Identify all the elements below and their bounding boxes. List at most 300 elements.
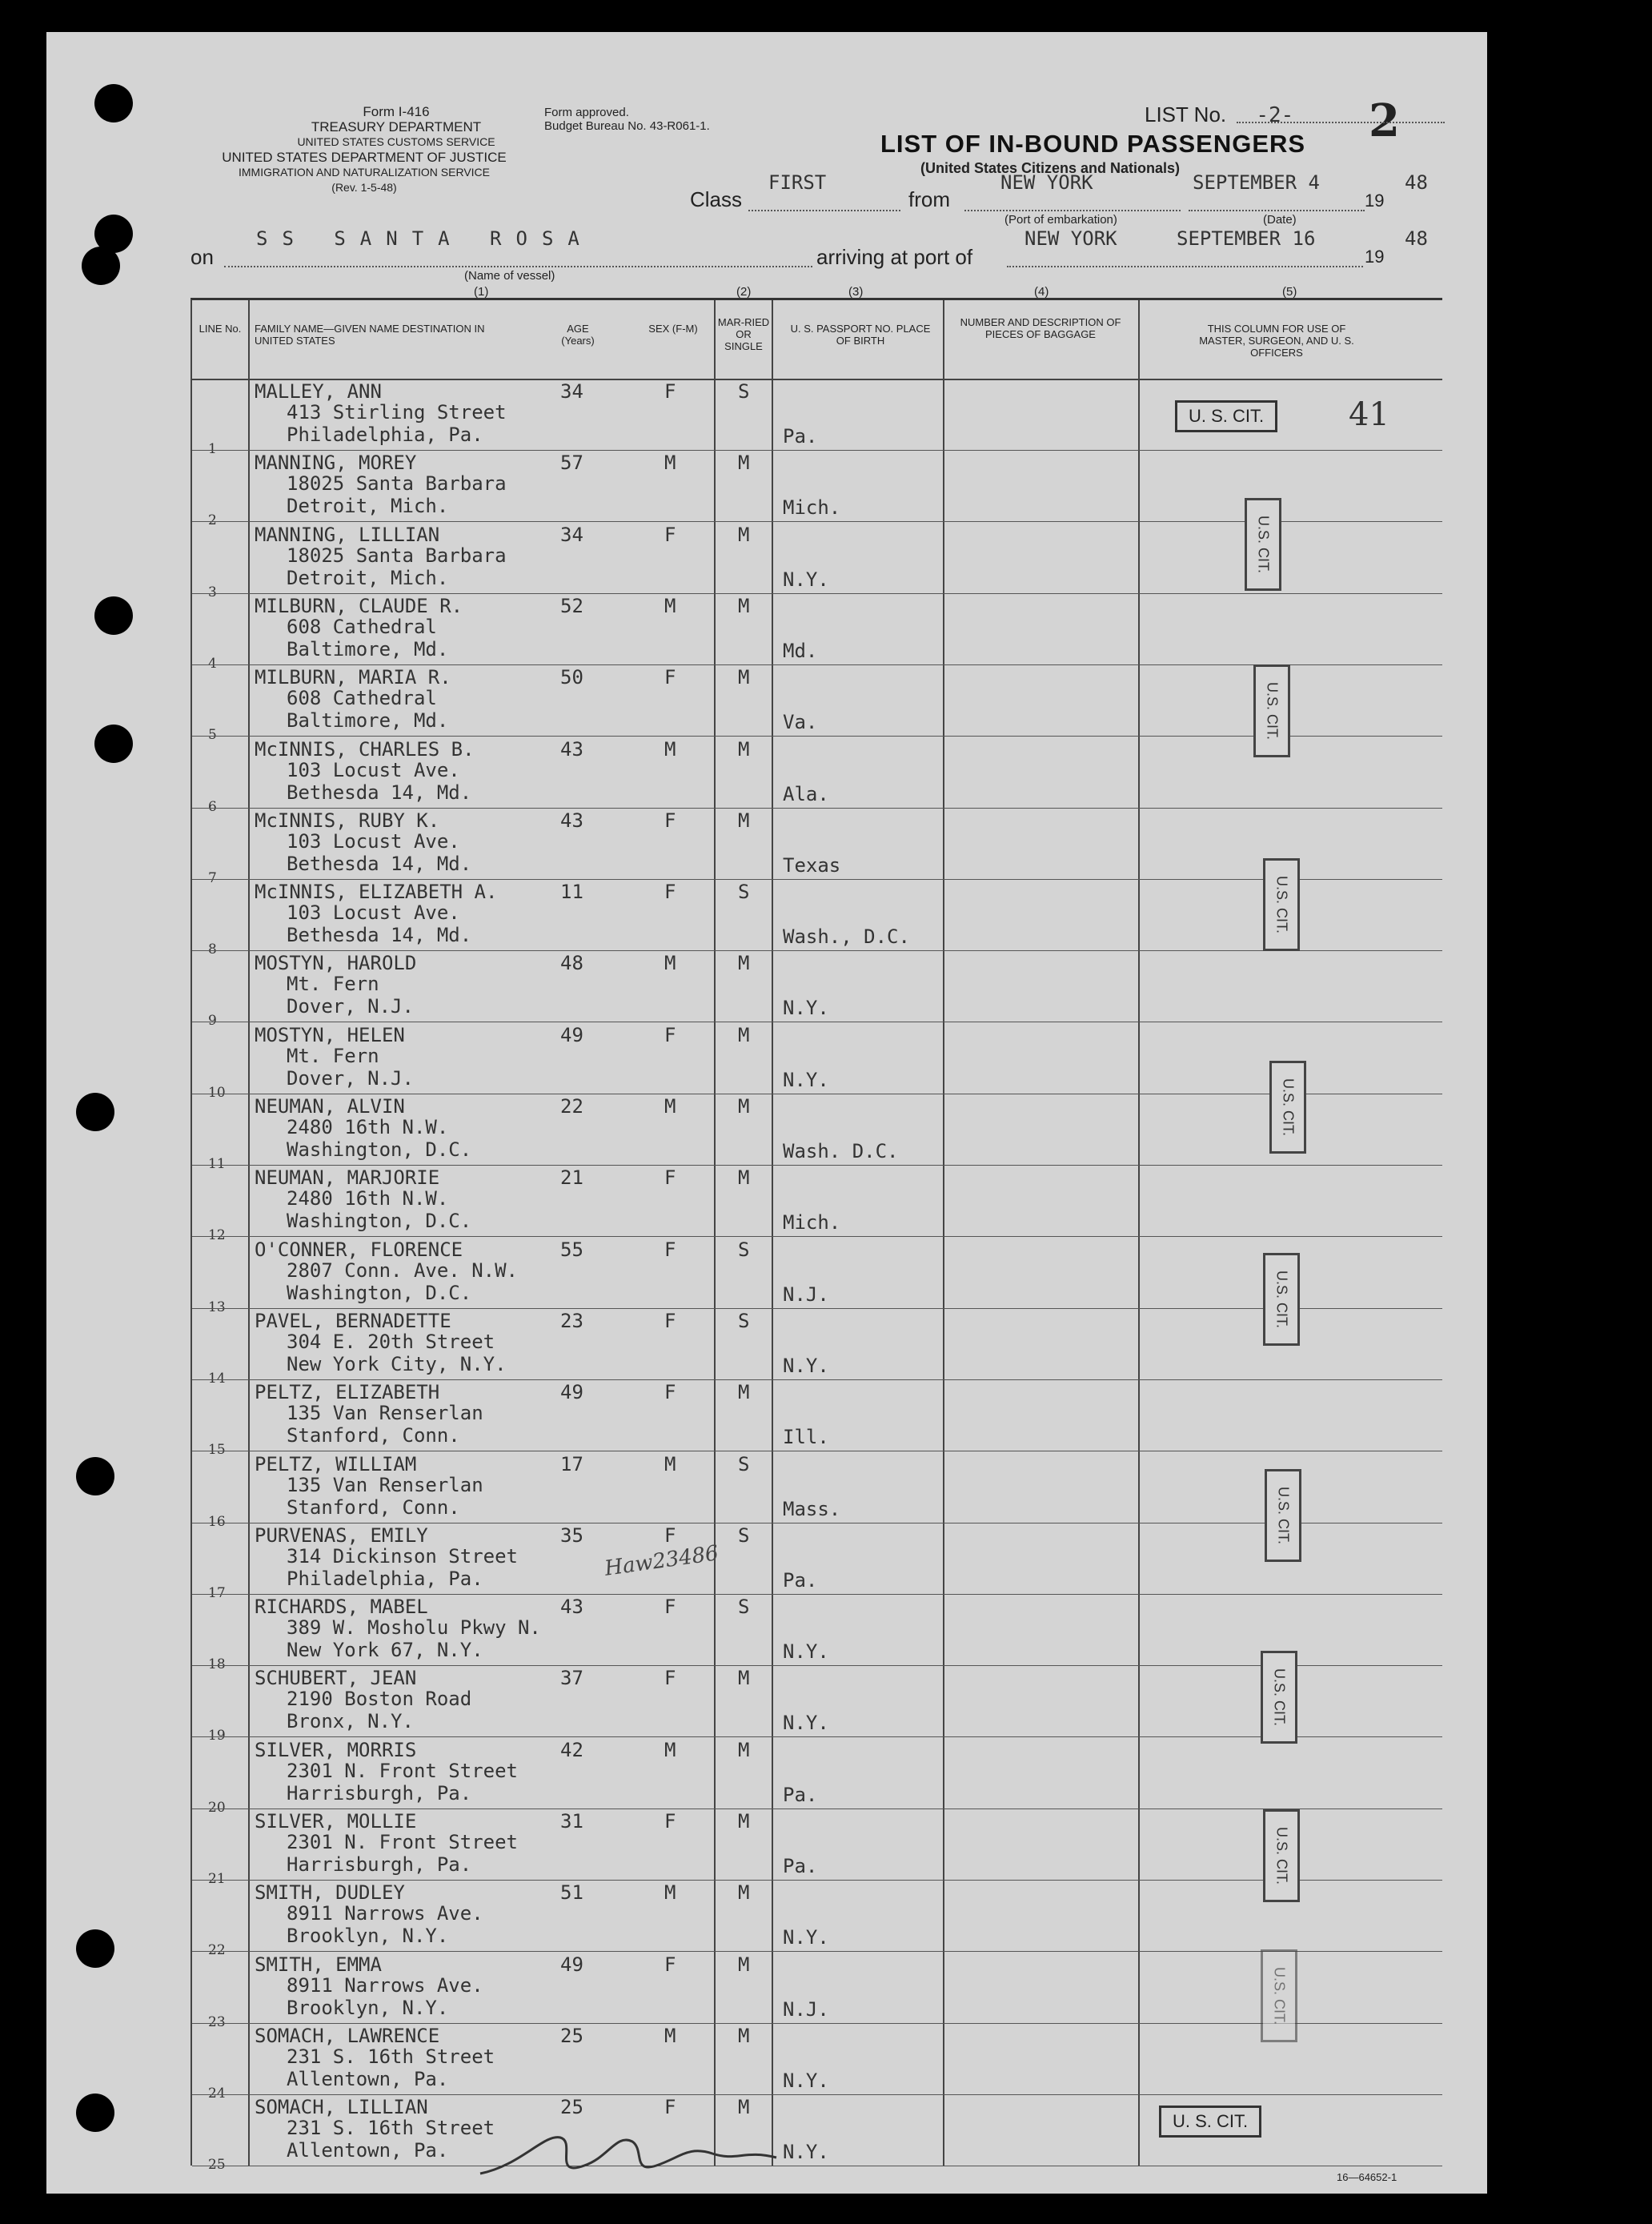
table-row	[192, 879, 1442, 958]
passenger-name: SOMACH, LILLIAN	[255, 2096, 428, 2119]
address-line-2: Bethesda 14, Md.	[287, 781, 472, 804]
list-no-typed: -2-	[1256, 103, 1294, 127]
passenger-sex: M	[664, 737, 676, 761]
passenger-name: SMITH, EMMA	[255, 1953, 382, 1976]
address-line-2: Dover, N.J.	[287, 1066, 414, 1090]
stamp-text: U.S. CIT.	[1273, 1270, 1290, 1329]
place-of-birth: N.Y.	[783, 997, 829, 1020]
passenger-name: MOSTYN, HAROLD	[255, 952, 417, 975]
line-number: 1	[208, 441, 217, 457]
address-line-1: 231 S. 16th Street	[287, 2117, 495, 2140]
passenger-sex: F	[664, 881, 676, 904]
passenger-sex: F	[664, 2096, 676, 2119]
us-cit-stamp-vertical	[1263, 1253, 1300, 1346]
col-passport-header: U. S. PASSPORT NO. PLACE OF BIRTH	[790, 323, 931, 347]
passenger-name: MANNING, MOREY	[255, 452, 417, 475]
address-line-1: 103 Locust Ave.	[287, 829, 460, 853]
place-of-birth: Ala.	[783, 782, 829, 805]
place-of-birth: Pa.	[783, 1783, 818, 1806]
passenger-age: 51	[560, 1881, 583, 1905]
line-number: 24	[208, 2085, 226, 2102]
address-line-2: Brooklyn, N.Y.	[287, 1996, 449, 2019]
table-row	[192, 1165, 1442, 1244]
col-baggage-header: NUMBER AND DESCRIPTION OF PIECES OF BAGGAGE	[960, 316, 1121, 340]
passenger-age: 34	[560, 523, 583, 546]
passenger-age: 49	[560, 1381, 583, 1404]
passenger-sex: F	[664, 1309, 676, 1332]
address-line-2: Harrisburgh, Pa.	[287, 1781, 472, 1804]
col-3-number: (3)	[848, 285, 864, 299]
justice-dept: UNITED STATES DEPARTMENT OF JUSTICE	[222, 150, 507, 165]
address-line-2: Detroit, Mich.	[287, 495, 449, 518]
table-row	[192, 808, 1442, 886]
from-line	[964, 210, 1181, 211]
table-row	[192, 1737, 1442, 1816]
arrival-port: NEW YORK	[1024, 227, 1117, 250]
address-line-1: 8911 Narrows Ave.	[287, 1902, 483, 1925]
passenger-sex: F	[664, 1523, 676, 1547]
passenger-sex: M	[664, 1738, 676, 1761]
us-cit-stamp-bottom: U. S. CIT.	[1159, 2106, 1261, 2138]
address-line-2: Stanford, Conn.	[287, 1495, 460, 1519]
place-of-birth: N.Y.	[783, 1640, 829, 1664]
table-row	[192, 1094, 1442, 1172]
marital-status: M	[738, 737, 750, 761]
address-line-2: Stanford, Conn.	[287, 1424, 460, 1447]
passenger-sex: F	[664, 1381, 676, 1404]
address-line-1: 389 W. Mosholu Pkwy N.	[287, 1616, 541, 1640]
passenger-age: 31	[560, 1810, 583, 1833]
address-line-1: 2301 N. Front Street	[287, 1759, 518, 1782]
passenger-sex: F	[664, 1810, 676, 1833]
marital-status: M	[738, 594, 750, 617]
stamp-text: U.S. CIT.	[1273, 1826, 1290, 1885]
vessel-line	[224, 266, 812, 267]
passenger-name: MANNING, LILLIAN	[255, 523, 440, 546]
depart-date-line	[1189, 210, 1365, 211]
passenger-age: 57	[560, 452, 583, 475]
punch-hole	[76, 1457, 114, 1495]
address-line-2: Baltimore, Md.	[287, 637, 449, 660]
us-cit-stamp-vertical	[1261, 1651, 1297, 1744]
address-line-1: 18025 Santa Barbara	[287, 472, 507, 496]
list-no-line	[1237, 122, 1445, 123]
passenger-name: SOMACH, LAWRENCE	[255, 2024, 440, 2047]
stamp-text: U.S. CIT.	[1273, 875, 1290, 934]
passenger-age: 43	[560, 1596, 583, 1619]
passenger-sex: M	[664, 1095, 676, 1118]
line-number: 23	[208, 2013, 226, 2030]
on-label: on	[190, 245, 214, 269]
table-row	[192, 1809, 1442, 1887]
marital-status: M	[738, 1953, 750, 1976]
address-line-1: 2190 Boston Road	[287, 1688, 472, 1711]
line-number: 21	[208, 1871, 226, 1887]
place-of-birth: N.J.	[783, 1283, 829, 1306]
passenger-name: NEUMAN, ALVIN	[255, 1095, 405, 1118]
col-name-header: FAMILY NAME—GIVEN NAME DESTINATION IN UNITED STATES	[255, 323, 485, 347]
address-line-2: Dover, N.J.	[287, 995, 414, 1018]
depart-date: SEPTEMBER 4	[1193, 171, 1320, 194]
year-prefix: 19	[1365, 191, 1385, 211]
passenger-sex: F	[664, 1238, 676, 1261]
address-line-2: Harrisburgh, Pa.	[287, 1853, 472, 1876]
line-number: 8	[208, 941, 217, 958]
stamp-text: U.S. CIT.	[1264, 681, 1281, 741]
list-no-handwritten: 2	[1369, 94, 1400, 147]
class-line	[748, 210, 900, 211]
form-approval	[544, 106, 710, 133]
place-of-birth: N.Y.	[783, 1926, 829, 1949]
passenger-age: 17	[560, 1452, 583, 1475]
treasury-dept: TREASURY DEPARTMENT	[311, 119, 482, 134]
vessel-name: SS SANTA ROSA	[256, 227, 594, 250]
passenger-name: SILVER, MORRIS	[255, 1738, 417, 1761]
place-of-birth: Mass.	[783, 1497, 841, 1520]
form-approved: Form approved.	[544, 106, 629, 119]
col-4-number: (4)	[1034, 285, 1049, 299]
punch-hole	[76, 2094, 114, 2132]
table-row	[192, 1594, 1442, 1673]
address-line-1: 8911 Narrows Ave.	[287, 1973, 483, 1997]
signature-scribble	[472, 2118, 808, 2190]
address-line-2: Allentown, Pa.	[287, 2067, 449, 2090]
passenger-age: 43	[560, 809, 583, 832]
punch-hole	[94, 725, 133, 763]
place-of-birth: N.Y.	[783, 1712, 829, 1735]
line-number: 7	[208, 869, 217, 886]
passenger-age: 50	[560, 666, 583, 689]
arriving-label: arriving at port of	[816, 245, 973, 269]
marital-status: M	[738, 952, 750, 975]
passenger-age: 49	[560, 1953, 583, 1976]
passenger-age: 23	[560, 1309, 583, 1332]
line-number: 11	[208, 1156, 226, 1172]
marital-status: S	[738, 1452, 750, 1475]
place-of-birth: Ill.	[783, 1426, 829, 1449]
passenger-sex: F	[664, 1953, 676, 1976]
us-cit-stamp-vertical	[1269, 1061, 1306, 1154]
passenger-name: SMITH, DUDLEY	[255, 1881, 405, 1905]
passenger-age: 42	[560, 1738, 583, 1761]
line-number: 6	[208, 798, 217, 815]
passenger-name: McINNIS, ELIZABETH A.	[255, 881, 498, 904]
form-footer-code: 16—64652-1	[1337, 2171, 1397, 2183]
place-of-birth: N.Y.	[783, 2141, 829, 2164]
marital-status: M	[738, 1810, 750, 1833]
address-line-1: 2807 Conn. Ave. N.W.	[287, 1259, 518, 1282]
page-subtitle: (United States Citizens and Nationals)	[920, 160, 1181, 176]
place-of-birth: N.J.	[783, 1997, 829, 2021]
us-cit-stamp-vertical	[1245, 498, 1281, 591]
place-of-birth: Wash. D.C.	[783, 1140, 899, 1162]
line-number: 15	[208, 1442, 226, 1459]
passenger-name: O'CONNER, FLORENCE	[255, 1238, 463, 1261]
marital-status: M	[738, 452, 750, 475]
col-sex-header: SEX (F-M)	[648, 323, 698, 335]
passenger-age: 21	[560, 1166, 583, 1190]
passenger-name: RICHARDS, MABEL	[255, 1596, 428, 1619]
line-number: 10	[208, 1084, 226, 1101]
passenger-name: MILBURN, MARIA R.	[255, 666, 451, 689]
col-5-number: (5)	[1282, 285, 1297, 299]
marital-status: S	[738, 380, 750, 403]
revision-date: (Rev. 1-5-48)	[331, 181, 397, 194]
passenger-name: PAVEL, BERNADETTE	[255, 1309, 451, 1332]
passenger-sex: M	[664, 594, 676, 617]
address-line-1: 304 E. 20th Street	[287, 1330, 495, 1353]
place-of-birth: Pa.	[783, 1568, 818, 1592]
address-line-2: Washington, D.C.	[287, 1138, 472, 1161]
table-row	[192, 1451, 1442, 1530]
line-number: 3	[208, 584, 217, 600]
page-title: LIST OF IN-BOUND PASSENGERS	[880, 130, 1306, 158]
marital-status: M	[738, 1667, 750, 1690]
address-line-2: Philadelphia, Pa.	[287, 1567, 483, 1590]
table-row	[192, 1952, 1442, 2030]
table-row	[192, 593, 1442, 672]
place-of-birth: N.Y.	[783, 1354, 829, 1377]
passenger-name: PELTZ, ELIZABETH	[255, 1381, 440, 1404]
customs-service: UNITED STATES CUSTOMS SERVICE	[297, 135, 495, 148]
punch-hole	[82, 247, 120, 285]
line-number: 19	[208, 1728, 226, 1744]
list-no-label: LIST No.	[1145, 102, 1227, 126]
address-line-2: Brooklyn, N.Y.	[287, 1925, 449, 1948]
address-line-2: Detroit, Mich.	[287, 566, 449, 589]
place-of-birth: N.Y.	[783, 568, 829, 591]
passenger-age: 35	[560, 1523, 583, 1547]
place-of-birth: Md.	[783, 639, 818, 662]
passenger-name: MILBURN, CLAUDE R.	[255, 594, 463, 617]
punch-hole	[94, 596, 133, 635]
stamp-text: U.S. CIT.	[1271, 1668, 1288, 1727]
address-line-2: Bethesda 14, Md.	[287, 852, 472, 875]
agency-block	[192, 104, 536, 195]
marital-status: M	[738, 809, 750, 832]
place-of-birth: Wash., D.C.	[783, 925, 910, 949]
address-line-1: 231 S. 16th Street	[287, 2045, 495, 2068]
address-line-2: Bethesda 14, Md.	[287, 924, 472, 947]
passenger-name: PURVENAS, EMILY	[255, 1523, 428, 1547]
col-age-header: AGE (Years)	[561, 323, 595, 347]
list-number	[1145, 94, 1400, 147]
address-line-1: 314 Dickinson Street	[287, 1544, 518, 1568]
class-value: FIRST	[768, 171, 827, 194]
marital-status: M	[738, 1881, 750, 1905]
line-number: 20	[208, 1799, 226, 1816]
arrival-date: SEPTEMBER 16	[1177, 227, 1316, 250]
passenger-name: SILVER, MOLLIE	[255, 1810, 417, 1833]
table-row	[192, 1308, 1442, 1387]
stamp-text: U.S. CIT.	[1255, 515, 1272, 574]
col-2-number: (2)	[736, 285, 752, 299]
table-row	[192, 1880, 1442, 1959]
passenger-sex: F	[664, 1166, 676, 1190]
line-number: 22	[208, 1942, 226, 1959]
passenger-age: 48	[560, 952, 583, 975]
port-embark-caption: (Port of embarkation)	[1004, 213, 1117, 227]
col-line-header: LINE No.	[198, 323, 242, 335]
address-line-1: 413 Stirling Street	[287, 401, 507, 424]
us-cit-stamp-vertical	[1261, 1949, 1297, 2042]
address-line-2: Washington, D.C.	[287, 1281, 472, 1304]
address-line-2: Bronx, N.Y.	[287, 1710, 414, 1733]
passenger-sex: F	[664, 1023, 676, 1046]
marital-status: S	[738, 881, 750, 904]
vessel-caption: (Name of vessel)	[464, 269, 555, 283]
line-number: 14	[208, 1370, 226, 1387]
place-of-birth: Texas	[783, 853, 841, 877]
address-line-1: 103 Locust Ave.	[287, 901, 460, 925]
passenger-name: McINNIS, RUBY K.	[255, 809, 440, 832]
line-number: 13	[208, 1299, 226, 1315]
table-row	[192, 1379, 1442, 1459]
address-line-1: 2480 16th N.W.	[287, 1116, 449, 1138]
address-line-2: Washington, D.C.	[287, 1210, 472, 1233]
marital-status: S	[738, 1238, 750, 1261]
passenger-age: 55	[560, 1238, 583, 1261]
arrival-year: 48	[1405, 227, 1428, 250]
marital-status: M	[738, 666, 750, 689]
address-line-2: Baltimore, Md.	[287, 709, 449, 733]
passenger-name: MALLEY, ANN	[255, 380, 382, 403]
stamp-text: U.S. CIT.	[1275, 1486, 1292, 1545]
from-label: from	[908, 187, 950, 211]
passenger-age: 22	[560, 1095, 583, 1118]
passenger-age: 25	[560, 2096, 583, 2119]
place-of-birth: Mich.	[783, 1211, 841, 1234]
passenger-sex: F	[664, 666, 676, 689]
us-cit-stamp-vertical	[1263, 858, 1300, 951]
col-officers-header: THIS COLUMN FOR USE OF MASTER, SURGEON, AND U. S. OFFICERS	[1199, 323, 1354, 359]
address-line-2: Allentown, Pa.	[287, 2139, 449, 2162]
marital-status: S	[738, 1523, 750, 1547]
us-cit-stamp-vertical	[1263, 1809, 1300, 1902]
passenger-sex: M	[664, 1452, 676, 1475]
passenger-name: NEUMAN, MARJORIE	[255, 1166, 440, 1190]
passenger-age: 43	[560, 737, 583, 761]
page-count: 41	[1349, 396, 1389, 433]
line-number: 12	[208, 1227, 226, 1244]
marital-status: M	[738, 1166, 750, 1190]
line-number: 5	[208, 727, 217, 744]
place-of-birth: N.Y.	[783, 2069, 829, 2092]
arrival-line	[1007, 266, 1363, 267]
passenger-name: McINNIS, CHARLES B.	[255, 737, 475, 761]
passenger-sex: F	[664, 380, 676, 403]
immigration-service: IMMIGRATION AND NATURALIZATION SERVICE	[239, 166, 490, 179]
line-number: 9	[208, 1013, 217, 1030]
passenger-sex: F	[664, 1596, 676, 1619]
address-line-1: 18025 Santa Barbara	[287, 544, 507, 567]
address-line-1: 135 Van Renserlan	[287, 1402, 483, 1425]
line-number: 25	[208, 2157, 226, 2174]
marital-status: M	[738, 1023, 750, 1046]
punch-hole	[94, 84, 133, 122]
table-row	[192, 1022, 1442, 1101]
stamp-text: U.S. CIT.	[1271, 1966, 1288, 2025]
passenger-sex: F	[664, 1667, 676, 1690]
class-label: Class	[690, 187, 743, 211]
place-of-birth: Va.	[783, 711, 818, 734]
address-line-2: Philadelphia, Pa.	[287, 424, 483, 446]
place-of-birth: N.Y.	[783, 1068, 829, 1091]
punch-hole	[76, 1093, 114, 1131]
us-cit-stamp: U. S. CIT.	[1175, 400, 1277, 432]
place-of-birth: Pa.	[783, 1855, 818, 1877]
passenger-age: 25	[560, 2024, 583, 2047]
line-number: 18	[208, 1656, 226, 1673]
marital-status: M	[738, 523, 750, 546]
passenger-age: 34	[560, 380, 583, 403]
marital-status: M	[738, 2024, 750, 2047]
address-line-1: 2480 16th N.W.	[287, 1187, 449, 1210]
passenger-age: 52	[560, 594, 583, 617]
passenger-sex: M	[664, 1881, 676, 1905]
budget-bureau: Budget Bureau No. 43-R061-1.	[544, 119, 710, 133]
address-line-1: 608 Cathedral	[287, 615, 437, 638]
marital-status: S	[738, 1309, 750, 1332]
punch-hole	[76, 1929, 114, 1968]
address-line-1: 103 Locust Ave.	[287, 758, 460, 781]
line-number: 4	[208, 655, 217, 672]
marital-status: S	[738, 1596, 750, 1619]
passenger-sex: F	[664, 523, 676, 546]
marital-status: M	[738, 1381, 750, 1404]
passenger-name: PELTZ, WILLIAM	[255, 1452, 417, 1475]
marital-status: M	[738, 1738, 750, 1761]
address-line-1: Mt. Fern	[287, 973, 379, 996]
place-of-birth: Mich.	[783, 496, 841, 520]
passenger-name: MOSTYN, HELEN	[255, 1023, 405, 1046]
from-port: NEW YORK	[1000, 171, 1093, 194]
line-number: 16	[208, 1513, 226, 1530]
address-line-2: New York 67, N.Y.	[287, 1639, 483, 1662]
address-line-2: New York City, N.Y.	[287, 1352, 507, 1375]
table-row	[192, 1237, 1442, 1315]
col-married-header: MAR-RIED OR SINGLE	[717, 316, 770, 352]
address-line-1: 135 Van Renserlan	[287, 1473, 483, 1496]
passenger-sex: M	[664, 952, 676, 975]
handwritten-note: Haw23486	[603, 1541, 720, 1581]
passenger-age: 37	[560, 1667, 583, 1690]
marital-status: M	[738, 2096, 750, 2119]
table-row	[192, 2023, 1442, 2102]
year-prefix-2: 19	[1365, 247, 1385, 267]
passenger-sex: M	[664, 452, 676, 475]
col-1-number: (1)	[474, 285, 489, 299]
stamp-text: U.S. CIT.	[1280, 1078, 1297, 1137]
passenger-age: 11	[560, 881, 583, 904]
address-line-1: 608 Cathedral	[287, 687, 437, 710]
table-row	[192, 1523, 1442, 1601]
line-number: 17	[208, 1584, 226, 1601]
passenger-age: 49	[560, 1023, 583, 1046]
passenger-sex: F	[664, 809, 676, 832]
passenger-sex: M	[664, 2024, 676, 2047]
date-caption: (Date)	[1263, 213, 1297, 227]
marital-status: M	[738, 1095, 750, 1118]
table-row	[192, 1665, 1442, 1744]
us-cit-stamp-vertical	[1253, 664, 1290, 757]
us-cit-stamp-vertical	[1265, 1469, 1301, 1562]
address-line-1: Mt. Fern	[287, 1044, 379, 1067]
line-number: 2	[208, 512, 217, 529]
place-of-birth: Pa.	[783, 425, 818, 448]
form-number: Form I-416	[363, 104, 430, 119]
table-row	[192, 950, 1442, 1030]
